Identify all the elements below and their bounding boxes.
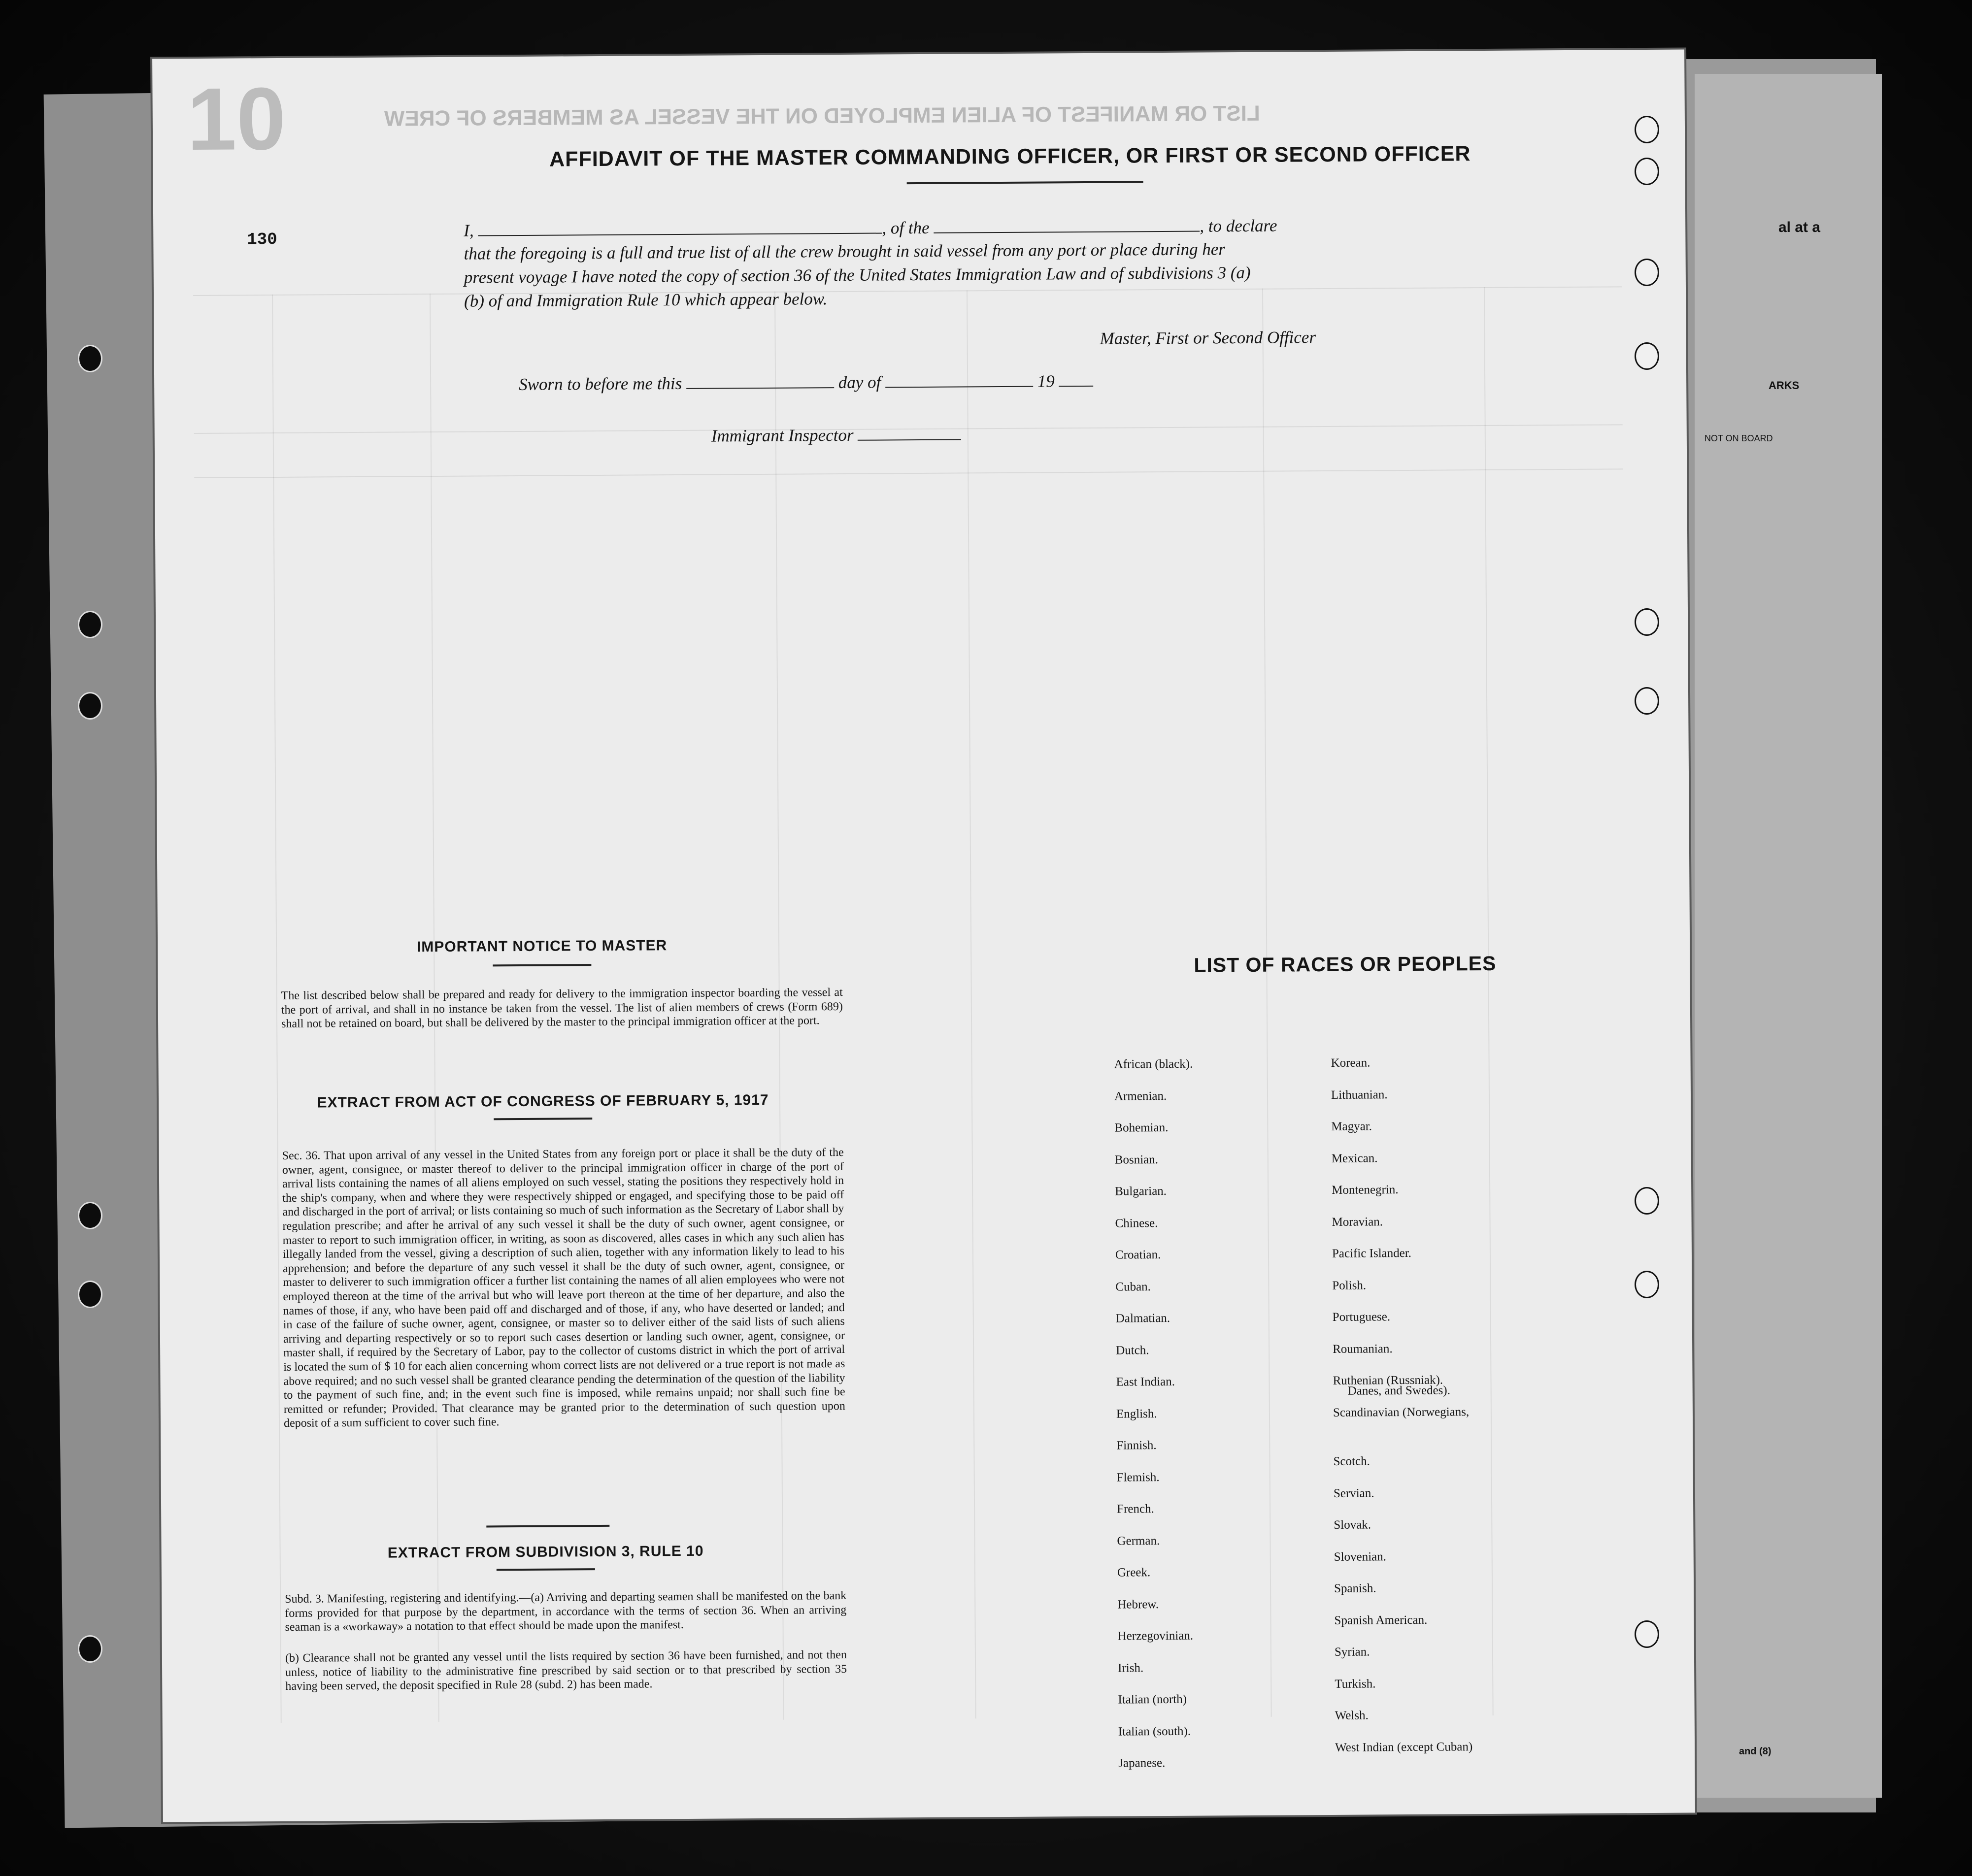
binder-hole bbox=[78, 345, 102, 372]
race-item-right: Lithuanian. bbox=[1331, 1087, 1388, 1102]
race-item-right: Magyar. bbox=[1331, 1119, 1372, 1133]
race-item-right: Servian. bbox=[1333, 1486, 1374, 1500]
notice-rule bbox=[493, 964, 591, 966]
race-item-left: Herzegovinian. bbox=[1117, 1629, 1194, 1643]
under-fragment-and-8: and (8) bbox=[1739, 1746, 1771, 1757]
race-item-right: West Indian (except Cuban) bbox=[1335, 1740, 1473, 1754]
page-number: 10 bbox=[187, 69, 286, 169]
title-rule bbox=[907, 181, 1143, 184]
race-item-left: Chinese. bbox=[1115, 1216, 1158, 1230]
race-item-right: Welsh. bbox=[1335, 1709, 1369, 1723]
race-item-right: Portuguese. bbox=[1332, 1310, 1391, 1324]
punch-hole bbox=[1635, 259, 1659, 286]
race-item-left: Italian (south). bbox=[1118, 1724, 1191, 1739]
binder-hole bbox=[78, 692, 102, 720]
binder-hole bbox=[78, 611, 102, 638]
punch-hole bbox=[1635, 1271, 1659, 1298]
punch-hole bbox=[1635, 1620, 1659, 1648]
affidavit-i: I, bbox=[464, 221, 474, 240]
sworn-day-of: day of bbox=[838, 372, 881, 393]
bleedthrough-column bbox=[272, 295, 282, 1723]
race-item-right: Polish. bbox=[1332, 1279, 1367, 1292]
bleedthrough-rule bbox=[193, 286, 1622, 296]
race-item-left: Finnish. bbox=[1116, 1439, 1157, 1452]
sworn-year-blank[interactable] bbox=[1059, 371, 1093, 387]
race-item-left: Bohemian. bbox=[1114, 1120, 1169, 1135]
race-item-left: Irish. bbox=[1118, 1661, 1144, 1675]
affidavit-of-the: , of the bbox=[882, 218, 930, 238]
race-item-left: Bosnian. bbox=[1114, 1152, 1159, 1167]
race-scandinavian-continued: Danes, and Swedes). bbox=[1347, 1383, 1451, 1398]
sworn-to-before: Sworn to before me this bbox=[519, 373, 682, 394]
under-fragment-not-on-board: NOT ON BOARD bbox=[1705, 433, 1773, 443]
act-text: Sec. 36. That upon arrival of any vessel in the United States from any foreign port or place it shall be the duty of the owner, agent, consignee, or master thereof to deliver to the principal immigration officer in charge of the port of arrival lists containing the names of all aliens employed on such vessel, stating the positions they respectively hold in the ship's company, when and where they were respectively shipped or engaged, and specifying those to be paid off and discharged in the port of arrival; or lists containing so much of such information as the Secretary of Labor shall by regulation prescribe; and after he arrival of any such vessel it shall be the duty of such owner, agent consignee, or master to report to such immigration officer, in writing, as soon as discovered, alles cases in which any such alien has illegally landed from the vessel, giving a description of such alien, together with any information likely to lead to his apprehension; and before the departure of any such vessel it shall be the duty of such owner, agent, consignee, or master to deliverer to such immigration officer a further list containing the names of all alien employees who were not employed thereon at the time of the arrival but who will leave port thereon at the time of her departure, and also the names of those, if any, who have been paid off and discharged and of those, if any, who have deserted or landed; and in case of the failure of suche owner, agent, consignee, or master so to deliver either of the said lists of such aliens arriving and departing respectively or so to report such cases desertion or landing such owner, agent, consignee, or master shall, if required by the Secretary of Labor, pay to the collector of customs district in which the port of arrival is located the sum of $ 10 for each alien concerning whom correct lists are not delivered or a true report is not made as above required; and no such vessel shall be granted clearance pending the determination of the question of the liability to the payment of such fine, and; in the event such fine is imposed, while remains unpaid; nor shall such fine be remitted or refunder; Provided. That clearance may be granted prior to the determination of such question upon deposit of a sum sufficient to cover such fine. bbox=[282, 1146, 845, 1430]
race-item-right: Roumanian. bbox=[1333, 1342, 1393, 1356]
rule-rule bbox=[497, 1568, 595, 1571]
immigrant-inspector-label: Immigrant Inspector bbox=[711, 425, 854, 446]
affidavit-title: AFFIDAVIT OF THE MASTER COMMANDING OFFICER, OR FIRST OR SECOND OFFICER bbox=[549, 142, 1471, 171]
race-item-left: Dalmatian. bbox=[1115, 1311, 1170, 1325]
race-item-left: Hebrew. bbox=[1117, 1597, 1159, 1612]
punch-hole bbox=[1635, 1187, 1659, 1215]
sworn-month-blank[interactable] bbox=[885, 371, 1033, 388]
race-item-left: Flemish. bbox=[1116, 1470, 1160, 1484]
race-item-left: African (black). bbox=[1114, 1057, 1193, 1071]
race-item-left: East Indian. bbox=[1116, 1375, 1175, 1389]
act-rule bbox=[494, 1118, 592, 1120]
affidavit-line-1 bbox=[464, 216, 1277, 241]
race-item-left: Dutch. bbox=[1116, 1343, 1149, 1357]
inspector-line bbox=[711, 425, 962, 446]
race-item-right: Mexican. bbox=[1331, 1151, 1378, 1165]
underlying-right-page-inner bbox=[1695, 74, 1882, 1798]
vessel-blank[interactable] bbox=[934, 216, 1200, 233]
race-item-left: Japanese. bbox=[1118, 1756, 1166, 1770]
sworn-year: 19 bbox=[1037, 371, 1055, 391]
bleedthrough-rule bbox=[194, 468, 1623, 478]
punch-hole bbox=[1635, 342, 1659, 370]
race-item-left: Croatian. bbox=[1115, 1248, 1161, 1262]
affidavit-line-4: (b) of and Immigration Rule 10 which appear below. bbox=[464, 289, 828, 311]
punch-hole bbox=[1635, 158, 1659, 185]
bleedthrough-column bbox=[1262, 289, 1272, 1717]
race-item-right: Syrian. bbox=[1334, 1645, 1370, 1659]
under-fragment-at-a: al at a bbox=[1778, 219, 1821, 235]
bleedthrough-column bbox=[967, 290, 976, 1718]
sworn-line bbox=[519, 371, 1094, 395]
race-item-right: Spanish American. bbox=[1334, 1613, 1428, 1627]
name-blank[interactable] bbox=[478, 218, 882, 236]
act-heading: EXTRACT FROM ACT OF CONGRESS OF FEBRUARY 5, 1917 bbox=[317, 1091, 769, 1111]
binder-hole bbox=[78, 1281, 102, 1308]
race-item-right: Spanish. bbox=[1334, 1581, 1376, 1596]
affidavit-to-declare: , to declare bbox=[1200, 216, 1277, 236]
notice-text: The list described below shall be prepared and ready for delivery to the immigration inspector boarding the vessel at the port of arrival, and shall in no instance be taken from the vessel. The list of alien members of crews (Form 689) shall not be retained on board, but shall be delivered by the master to the principal immigration officer at the port. bbox=[281, 986, 843, 1031]
race-item-right: Pacific Islander. bbox=[1332, 1246, 1412, 1260]
binder-hole bbox=[78, 1202, 102, 1229]
races-title: LIST OF RACES OR PEOPLES bbox=[1194, 952, 1497, 977]
race-item-right: Turkish. bbox=[1335, 1677, 1376, 1691]
race-item-right: Montenegrin. bbox=[1332, 1183, 1399, 1197]
race-item-left: English. bbox=[1116, 1407, 1157, 1421]
notice-heading: IMPORTANT NOTICE TO MASTER bbox=[416, 937, 668, 955]
punch-hole bbox=[1635, 608, 1659, 636]
race-item-right: Korean. bbox=[1331, 1056, 1370, 1070]
stamp-number: 130 bbox=[247, 230, 277, 250]
race-item-left: German. bbox=[1117, 1534, 1160, 1548]
race-item-right: Slovenian. bbox=[1334, 1550, 1387, 1564]
affidavit-page bbox=[152, 50, 1695, 1822]
affidavit-line-2: that the foregoing is a full and true list of all the crew brought in said vessel from any port or place during her bbox=[464, 239, 1226, 263]
race-item-left: Armenian. bbox=[1114, 1089, 1167, 1103]
punch-hole bbox=[1635, 116, 1659, 143]
race-item-right: Scandinavian (Norwegians, bbox=[1333, 1405, 1470, 1419]
affidavit-line-3: present voyage I have noted the copy of section 36 of the United States Immigration Law and of subdivisions 3 (a) bbox=[464, 263, 1251, 287]
race-item-right: Moravian. bbox=[1332, 1215, 1383, 1229]
race-item-right: Slovak. bbox=[1334, 1518, 1371, 1532]
under-fragment-arks: ARKS bbox=[1769, 379, 1800, 392]
rule-heading: EXTRACT FROM SUBDIVISION 3, RULE 10 bbox=[387, 1543, 704, 1561]
act-end-rule bbox=[486, 1525, 609, 1528]
inspector-blank[interactable] bbox=[858, 425, 961, 441]
race-item-left: Greek. bbox=[1117, 1566, 1151, 1580]
punch-hole bbox=[1635, 687, 1659, 715]
race-item-right: Ruthenian (Russniak). bbox=[1333, 1373, 1443, 1387]
race-item-left: Italian (north) bbox=[1118, 1692, 1187, 1707]
race-item-right: Scotch. bbox=[1333, 1454, 1370, 1469]
master-signature-label: Master, First or Second Officer bbox=[1100, 328, 1316, 348]
rule-text-a: Subd. 3. Manifesting, registering and identifying.—(a) Arriving and departing seamen shall be manifested on the bank forms provided for that purpose by the department, in accordance with the terms of section 36. When an arriving seaman is a «workaway» a notation to that effect should be made upon the manifest. bbox=[285, 1589, 847, 1634]
race-item-left: French. bbox=[1117, 1502, 1154, 1516]
sworn-day-blank[interactable] bbox=[686, 372, 834, 389]
race-item-left: Bulgarian. bbox=[1115, 1184, 1167, 1198]
binder-hole bbox=[78, 1635, 102, 1663]
race-item-left: Cuban. bbox=[1115, 1280, 1151, 1294]
bleedthrough-column bbox=[1484, 287, 1494, 1715]
bleedthrough-heading: LIST OR MANIFEST OF ALIEN EMPLOYED ON THE VESSEL AS MEMBERS OF CREW bbox=[384, 101, 1260, 131]
rule-text-b: (b) Clearance shall not be granted any vessel until the lists required by section 36 have been furnished, and not then unless, notice of liability to the administrative fine prescribed by said section or to that prescribed by section 35 having been served, the deposit specified in Rule 28 (subd. 2) has been made. bbox=[285, 1648, 847, 1693]
